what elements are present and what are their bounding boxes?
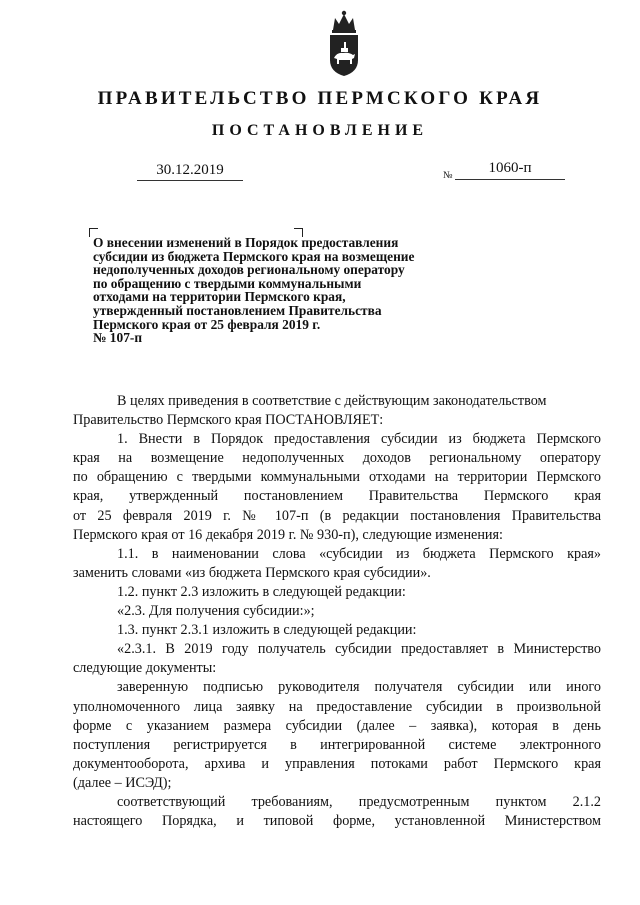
subject-line: недополученных доходов региональному оператору — [93, 262, 405, 278]
body-line: уполномоченного лица заявку на предоставление субсидии в произвольной — [73, 698, 601, 715]
body-line: поступления регистрируется в интегрированной системе электронного — [73, 736, 601, 753]
body-line: по обращению с твердыми коммунальными отходами на территории Пермского — [73, 469, 601, 486]
subject-line: О внесении изменений в Порядок предоставления — [93, 235, 399, 250]
body-line: документооборота, архива и управления потоками работ Пермского края — [73, 755, 601, 772]
subject-line: Пермского края от 25 февраля 2019 г. — [93, 316, 321, 332]
body-line: В целях приведения в соответствие с действующим законодательством — [117, 393, 547, 409]
body-line: края на возмещение недополученных доходов региональному оператору — [73, 450, 601, 467]
number-sign: № — [443, 170, 453, 181]
body-line: заверенную подписью руководителя получателя субсидии или иного — [117, 679, 601, 696]
document-subject — [93, 236, 453, 345]
body-line: края, утвержденный постановлением Правительства Пермского края — [73, 488, 601, 505]
document-type: ПОСТАНОВЛЕНИЕ — [211, 122, 429, 139]
document-number: 1060-п — [455, 160, 565, 180]
body-line: следующие документы: — [73, 660, 217, 677]
body-line: от 25 февраля 2019 г. № 107-п (в редакции постановления Правительства — [73, 507, 601, 524]
body-line: «2.3. Для получения субсидии:»; — [117, 603, 315, 620]
body-line: 1.2. пункт 2.3 изложить в следующей редакции: — [117, 583, 406, 600]
subject-line: отходами на территории Пермского края, — [93, 289, 346, 305]
government-title: ПРАВИТЕЛЬСТВО ПЕРМСКОГО КРАЯ — [97, 88, 543, 109]
body-line: 1.3. пункт 2.3.1 изложить в следующей редакции: — [117, 622, 417, 639]
document-date: 30.12.2019 — [137, 162, 243, 181]
body-line: (далее – ИСЭД); — [73, 774, 172, 791]
subject-line: субсидии из бюджета Пермского края на возмещение — [93, 248, 415, 264]
body-line: соответствующий требованиям, предусмотренным пунктом 2.1.2 — [117, 793, 601, 810]
body-line: Пермского края от 16 декабря 2019 г. № 930-п), следующие изменения: — [73, 526, 503, 543]
body-line: 1.1. в наименовании слова «субсидии из бюджета Пермского края» — [117, 545, 601, 562]
coat-of-arms-emblem — [325, 8, 363, 78]
subject-line: по обращению с твердыми коммунальными — [93, 275, 362, 291]
body-line: настоящего Порядка, и типовой форме, установленной Министерством — [73, 813, 601, 830]
document-body — [73, 392, 601, 831]
body-line: «2.3.1. В 2019 году получатель субсидии предоставляет в Министерство — [117, 641, 601, 658]
body-line: Правительство Пермского края ПОСТАНОВЛЯЕТ: — [73, 412, 384, 429]
body-line: 1. Внести в Порядок предоставления субсидии из бюджета Пермского — [117, 431, 601, 448]
subject-line: № 107-п — [93, 330, 143, 346]
body-line: форме с указанием размера субсидии (далее – заявка), которая в день — [73, 717, 601, 734]
body-line: заменить словами «из бюджета Пермского края субсидии». — [73, 564, 431, 581]
subject-line: утвержденный постановлением Правительства — [93, 302, 382, 318]
